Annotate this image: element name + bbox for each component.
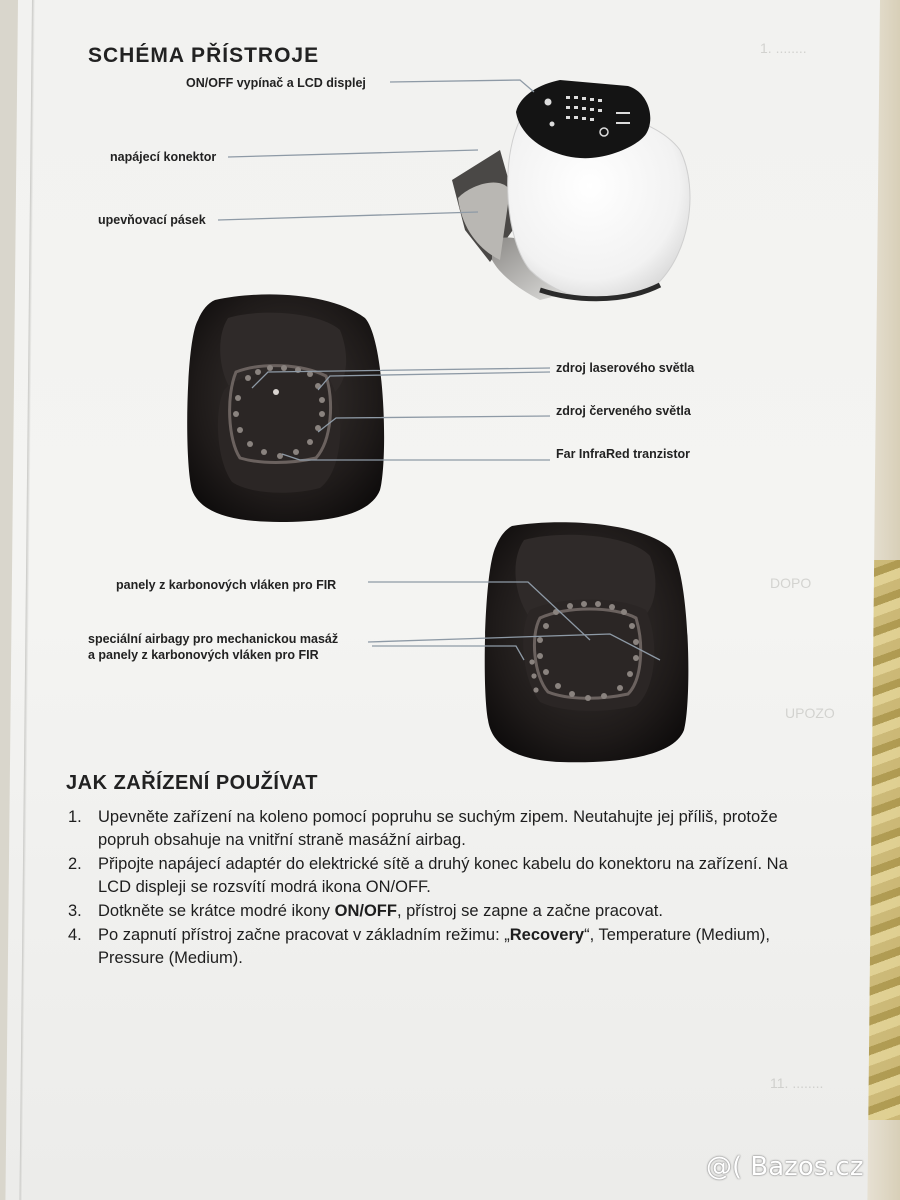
list-item	[68, 806, 808, 852]
device-inner-view	[187, 294, 384, 522]
list-item	[68, 900, 808, 923]
step-text-post: , přístroj se zapne a začne pracovat.	[396, 902, 663, 920]
device-side-view	[452, 80, 690, 300]
step-text-bold: Recovery	[509, 926, 585, 944]
label-carbon-panels: panely z karbonových vláken pro FIR	[116, 578, 337, 592]
bleed-through-text: 1. ........	[760, 40, 807, 56]
label-onoff-lcd: ON/OFF vypínač a LCD displej	[186, 76, 366, 90]
bleed-through-text: 11. ........	[770, 1075, 824, 1091]
label-laser-light: zdroj laserového světla	[556, 361, 695, 375]
list-item	[68, 853, 808, 899]
label-power-connector: napájecí konektor	[110, 150, 217, 164]
label-airbags-line1: speciální airbagy pro mechanickou masáž	[88, 632, 339, 646]
usage-steps	[68, 806, 808, 971]
bleed-through-text: UPOZO	[785, 705, 835, 721]
step-text: Připojte napájecí adaptér do elektrické sítě a druhý konec kabelu do konektoru na zařízení. Na LCD displeji se rozsvítí modrá ikona ON/OFF.	[98, 855, 788, 896]
step-text-post: “, Temperature (Medium), Pressure (Medium).	[98, 926, 770, 967]
label-far-infrared: Far InfraRed tranzistor	[556, 447, 691, 461]
label-strap: upevňovací pásek	[98, 213, 206, 227]
device-airbag-view	[485, 522, 689, 762]
step-text-pre: Po zapnutí přístroj začne pracovat v základním režimu: „	[98, 926, 510, 944]
step-number: 4.	[68, 926, 82, 944]
step-text: Upevněte zařízení na koleno pomocí popruhu se suchým zipem. Neutahujte jej příliš, protože popruh obsahuje na vnitřní straně masážní airbag.	[98, 808, 778, 849]
bleed-through-text: DOPO	[770, 575, 812, 591]
step-number: 3.	[68, 902, 82, 920]
step-number: 2.	[68, 855, 82, 873]
page-title: SCHÉMA PŘÍSTROJE	[88, 44, 320, 67]
label-red-light: zdroj červeného světla	[556, 404, 691, 418]
step-text-bold: ON/OFF	[334, 902, 397, 920]
section-heading: JAK ZAŘÍZENÍ POUŽÍVAT	[66, 772, 318, 794]
step-text-pre: Dotkněte se krátce modré ikony	[98, 902, 335, 920]
label-airbags-line2: a panely z karbonových vláken pro FIR	[88, 648, 319, 662]
list-item	[68, 924, 808, 970]
step-number: 1.	[68, 808, 82, 826]
watermark-logo: @( Bazos.cz	[706, 1152, 864, 1182]
